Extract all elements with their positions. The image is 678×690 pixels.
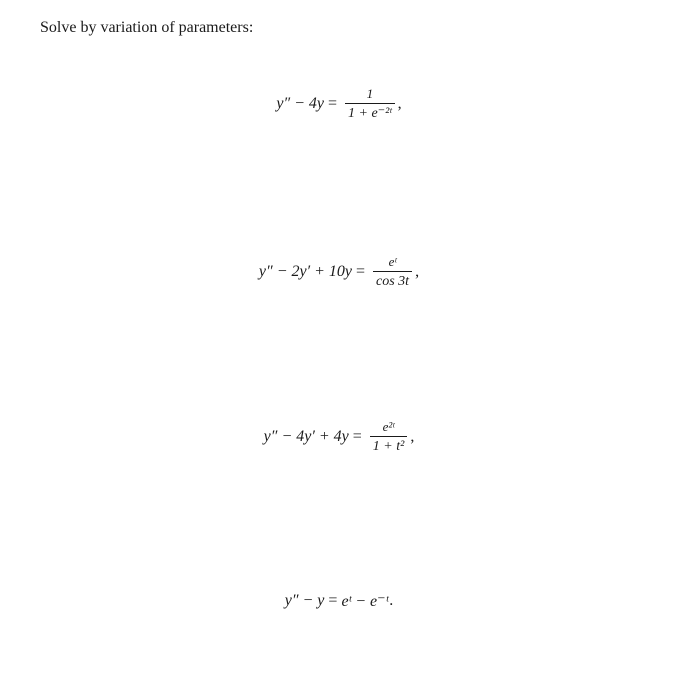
equation-1-lhs: y″ − 4y	[276, 95, 325, 112]
equation-4-punctuation: .	[389, 592, 394, 609]
intro-text: Solve by variation of parameters:	[40, 19, 254, 36]
equation-4-rhs: eᵗ − e⁻ᵗ	[341, 593, 389, 610]
equation-3-denominator: 1 + t²	[370, 436, 408, 455]
equation-4	[0, 591, 678, 611]
equation-1-numerator: 1	[366, 86, 374, 101]
equation-3-lhs: y″ − 4y′ + 4y	[263, 428, 349, 445]
equation-3	[0, 419, 678, 455]
equation-2-lhs: y″ − 2y′ + 10y	[258, 263, 352, 280]
equals-sign: =	[328, 592, 338, 609]
equals-sign: =	[355, 263, 366, 280]
equation-2-punctuation: ,	[415, 263, 420, 280]
equation-4-lhs: y″ − y	[284, 592, 325, 609]
equation-2-numerator: eᵗ	[388, 254, 397, 269]
equation-2-denominator: cos 3t	[373, 271, 412, 290]
equation-2-fraction	[373, 254, 412, 290]
equation-2	[0, 254, 678, 290]
equation-3-punctuation: ,	[410, 428, 415, 445]
equation-1-denominator: 1 + e⁻²ᵗ	[345, 103, 395, 122]
equation-1-punctuation: ,	[397, 95, 402, 112]
equals-sign: =	[352, 428, 362, 445]
equals-sign: =	[328, 95, 338, 112]
equation-1	[0, 86, 678, 122]
equation-3-numerator: e²ᵗ	[382, 419, 395, 434]
equation-1-fraction	[345, 86, 395, 122]
equation-3-fraction	[370, 419, 408, 455]
